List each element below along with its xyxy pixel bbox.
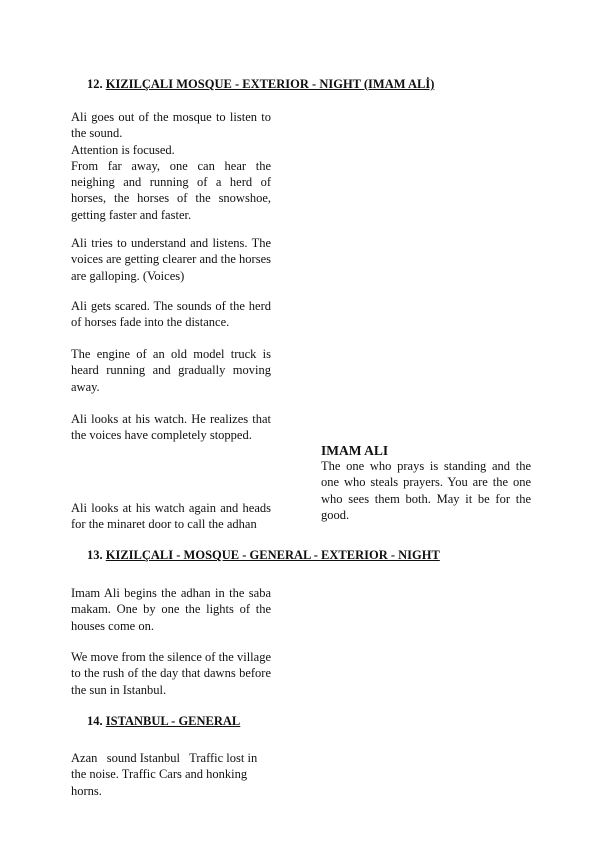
action-paragraph xyxy=(71,298,271,331)
action-line: Imam Ali begins the adhan in the saba makam. One by one the lights of the houses come on. xyxy=(71,586,271,633)
scene-number: 12. xyxy=(87,77,103,91)
scene-heading-14 xyxy=(87,714,240,729)
action-paragraph xyxy=(71,585,271,634)
action-line: The engine of an old model truck is heard running and gradually moving away. xyxy=(71,347,271,394)
action-line: Ali looks at his watch again and heads for the minaret door to call the adhan xyxy=(71,501,271,532)
scene-number: 13. xyxy=(87,548,103,562)
action-line: From far away, one can hear the neighing and running of a herd of horses, the horses of the snowshoe, getting faster and faster. xyxy=(71,158,271,222)
scene-heading-13 xyxy=(87,548,440,563)
action-line: We move from the silence of the village to the rush of the day that dawns before the sun in Istanbul. xyxy=(71,650,271,697)
action-line: Ali looks at his watch. He realizes that the voices have completely stopped. xyxy=(71,412,271,443)
action-line: Ali goes out of the mosque to listen to the sound. xyxy=(71,110,271,141)
action-paragraph xyxy=(71,649,271,698)
action-paragraph xyxy=(71,411,271,444)
scene-title: KIZILÇALI MOSQUE - EXTERIOR - NIGHT (IMAM ALİ) xyxy=(105,77,435,91)
action-paragraph xyxy=(71,500,271,533)
action-line: Ali gets scared. The sounds of the herd of horses fade into the distance. xyxy=(71,299,271,330)
action-paragraph xyxy=(71,346,271,395)
action-line: Azan sound Istanbul Traffic lost in the noise. Traffic Cars and honking horns. xyxy=(71,751,261,798)
action-paragraph xyxy=(71,235,271,284)
character-name: IMAM ALI xyxy=(321,443,389,458)
dialogue-text: The one who prays is standing and the one who steals prayers. You are the one who sees them both. May it be for the good. xyxy=(321,459,531,522)
action-line: Attention is focused. xyxy=(71,142,175,157)
action-line: Ali tries to understand and listens. The voices are getting clearer and the horses are galloping. (Voices) xyxy=(71,236,271,283)
scene-title: ISTANBUL - GENERAL xyxy=(105,714,241,728)
scene-number: 14. xyxy=(87,714,103,728)
action-paragraph xyxy=(71,750,269,799)
action-paragraph xyxy=(71,109,271,223)
scene-title: KIZILÇALI - MOSQUE - GENERAL - EXTERIOR - NIGHT xyxy=(105,548,440,562)
scene-heading-12 xyxy=(87,77,434,92)
